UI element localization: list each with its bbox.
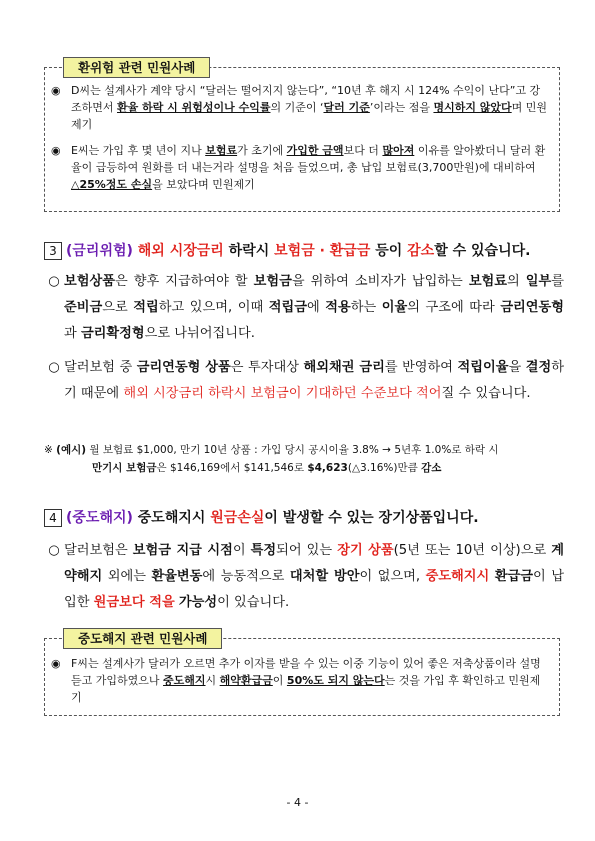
heading-text: 이 발생할 수 있는 장기상품입니다. <box>264 510 479 526</box>
case-emphasis: 명시하지 않았다 <box>433 101 512 114</box>
fx-cases-box <box>44 60 560 212</box>
para-text: 이 없으며, <box>359 569 426 584</box>
para-text: 금리확정형 <box>80 326 145 341</box>
para-text: 보험상품 <box>64 274 115 289</box>
case-emphasis: 50%도 되지 않는다 <box>286 674 385 687</box>
note-text: 은 $146,169에서 $141,546로 <box>156 462 308 474</box>
para-text: 되어 있는 <box>276 543 338 558</box>
paragraph-interest-structure <box>44 269 564 347</box>
case-emphasis: 가입한 금액 <box>286 144 344 157</box>
para-text: 달러보험은 <box>64 543 133 558</box>
para-text: 을 위하여 소비자가 납입하는 <box>291 274 469 289</box>
heading-text: 원금손실 <box>210 510 265 526</box>
para-text: 이 있습니다. <box>217 595 290 610</box>
para-text: 일부 <box>525 274 552 289</box>
para-text: 계약해지 <box>64 543 564 584</box>
para-text: 결정 <box>525 360 552 375</box>
para-text: 으로 <box>102 300 134 315</box>
para-bullet: ○ <box>48 274 60 289</box>
case-bullet: ◉ <box>51 84 61 97</box>
para-text: 를 <box>551 274 565 289</box>
note-text: (△3.16%)만큼 <box>347 462 422 474</box>
case-text: 시 <box>205 674 220 687</box>
para-text: 를 반영하여 <box>384 360 458 375</box>
case-emphasis: 중도해지 <box>163 674 206 687</box>
case-emphasis: 달러 기준 <box>323 101 370 114</box>
para-text: 은 향후 지급하여야 할 <box>114 274 254 289</box>
case-text: ’이라는 점을 <box>369 101 434 114</box>
para-text: 적용 <box>325 300 351 315</box>
example-note <box>44 441 564 477</box>
case-text: 며 민원제기 <box>71 101 548 131</box>
note-text: 만기시 보험금 <box>92 462 157 474</box>
heading-text: 할 수 있습니다. <box>434 243 531 259</box>
case-e <box>51 142 549 193</box>
para-text: 이 <box>232 543 251 558</box>
fx-cases-label: 환위험 관련 민원사례 <box>63 57 210 78</box>
case-text: F씨는 설계사가 달러가 오르면 추가 이자를 받을 수 있는 이중 기능이 있어 좋은 저축상품이라 설명듣고 가입하였으나 <box>71 657 541 687</box>
para-text: (5년 또는 10년 이상)으로 <box>393 543 552 558</box>
heading-text: 보험금 · 환급금 <box>274 243 371 259</box>
case-text: 는 것을 가입 후 확인하고 민원제기 <box>71 674 541 704</box>
para-text: 보험금 <box>253 274 292 289</box>
page-number: - 4 - <box>286 796 309 809</box>
para-text: 준비금 <box>64 300 103 315</box>
section-title-paren: (금리위험) <box>66 243 133 259</box>
heading-text: 감소 <box>407 243 435 259</box>
heading-text: 하락시 <box>223 243 275 259</box>
case-f <box>51 655 549 706</box>
para-text: 특정 <box>250 543 277 558</box>
case-text: 이유를 알아봤더니 달러 환율이 급등하여 원화를 더 내는거라 설명을 처음 들었으며, 총 납입 보험료(3,700만원)에 대비하여 <box>71 144 546 174</box>
section-number: 4 <box>44 509 62 527</box>
para-bullet: ○ <box>48 543 60 558</box>
heading-text: 중도해지시 <box>132 510 211 526</box>
section-4-heading <box>44 507 479 527</box>
para-text: 에 <box>306 300 326 315</box>
para-text: 외에는 <box>102 569 152 584</box>
case-text: 을 보았다며 민원제기 <box>152 178 255 191</box>
case-text: 의 기준이 ‘ <box>270 101 324 114</box>
para-text: 은 투자대상 <box>230 360 304 375</box>
para-text: 하고 있으며, 이때 <box>158 300 269 315</box>
para-text: 해외 시장금리 하락시 보험금이 기대하던 수준보다 적어 <box>123 386 442 401</box>
case-emphasis: 환율 하락 시 위험성이나 수익률 <box>117 101 271 114</box>
note-mark: ※ <box>44 444 53 456</box>
para-text: 하기 때문에 <box>64 360 564 401</box>
section-3-heading <box>44 240 530 260</box>
cancel-case-label: 중도해지 관련 민원사례 <box>63 628 222 649</box>
section-title-paren: (중도해지) <box>66 510 133 526</box>
para-text: 적립 <box>133 300 159 315</box>
cancel-case-box <box>44 631 560 716</box>
paragraph-early-cancel <box>44 538 564 616</box>
para-text: 질 수 있습니다. <box>441 386 531 401</box>
case-text: 보다 더 <box>343 144 383 157</box>
paragraph-floating-rate <box>44 355 564 407</box>
para-text: 보험료 <box>468 274 508 289</box>
para-text: 금리연동형 <box>500 300 565 315</box>
para-text: 과 <box>64 326 81 341</box>
para-text: 이율 <box>381 300 408 315</box>
para-text: 으로 나뉘어집니다. <box>144 326 255 341</box>
note-text: $4,623 <box>307 462 348 474</box>
para-text: 달러보험 중 <box>64 360 137 375</box>
para-text: 의 <box>507 274 526 289</box>
para-text: 적립이율 <box>457 360 509 375</box>
note-text: 감소 <box>421 462 442 474</box>
para-text: 환율변동 <box>151 569 203 584</box>
case-bullet: ◉ <box>51 144 61 157</box>
para-text: 중도해지시 <box>425 569 490 584</box>
case-text: 가 초기에 <box>237 144 287 157</box>
case-emphasis: △25%정도 손실 <box>71 178 153 191</box>
heading-text: 해외 시장금리 <box>132 243 224 259</box>
case-text: D씨는 설계사가 계약 당시 “달러는 떨어지지 않는다”, “10년 후 해지 시 124% 수익이 난다”고 강조하면서 <box>71 84 541 114</box>
case-emphasis: 보험료 <box>205 144 238 157</box>
para-text: 의 구조에 따라 <box>407 300 501 315</box>
case-emphasis: 해약환급금 <box>219 674 273 687</box>
case-text: E씨는 가입 후 몇 년이 지나 <box>71 144 206 157</box>
case-d <box>51 82 549 133</box>
para-text: 하는 <box>350 300 382 315</box>
para-text: 보험금 지급 시점 <box>132 543 233 558</box>
para-text: 해외채권 금리 <box>303 360 385 375</box>
para-text: 가능성 <box>178 595 218 610</box>
section-number: 3 <box>44 242 62 260</box>
para-bullet: ○ <box>48 360 60 375</box>
para-text: 원금보다 적을 <box>93 595 175 610</box>
note-label: (예시) <box>56 444 87 456</box>
para-text: 환급금 <box>494 569 533 584</box>
para-text: 금리연동형 상품 <box>136 360 231 375</box>
case-text: 이 <box>272 674 287 687</box>
note-text: 월 보험료 $1,000, 만기 10년 상품 : 가입 당시 공시이율 3.8% → 5년후 1.0%로 하락 시 <box>86 444 499 456</box>
case-bullet: ◉ <box>51 657 61 670</box>
heading-text: 등이 <box>370 243 408 259</box>
para-text: 적립금 <box>268 300 307 315</box>
para-text: 장기 상품 <box>337 543 394 558</box>
para-text: 을 <box>508 360 526 375</box>
para-text: 에 능동적으로 <box>202 569 290 584</box>
case-emphasis: 많아져 <box>382 144 415 157</box>
para-text: 대처할 방안 <box>289 569 360 584</box>
para-text: 이 납입한 <box>64 569 564 610</box>
